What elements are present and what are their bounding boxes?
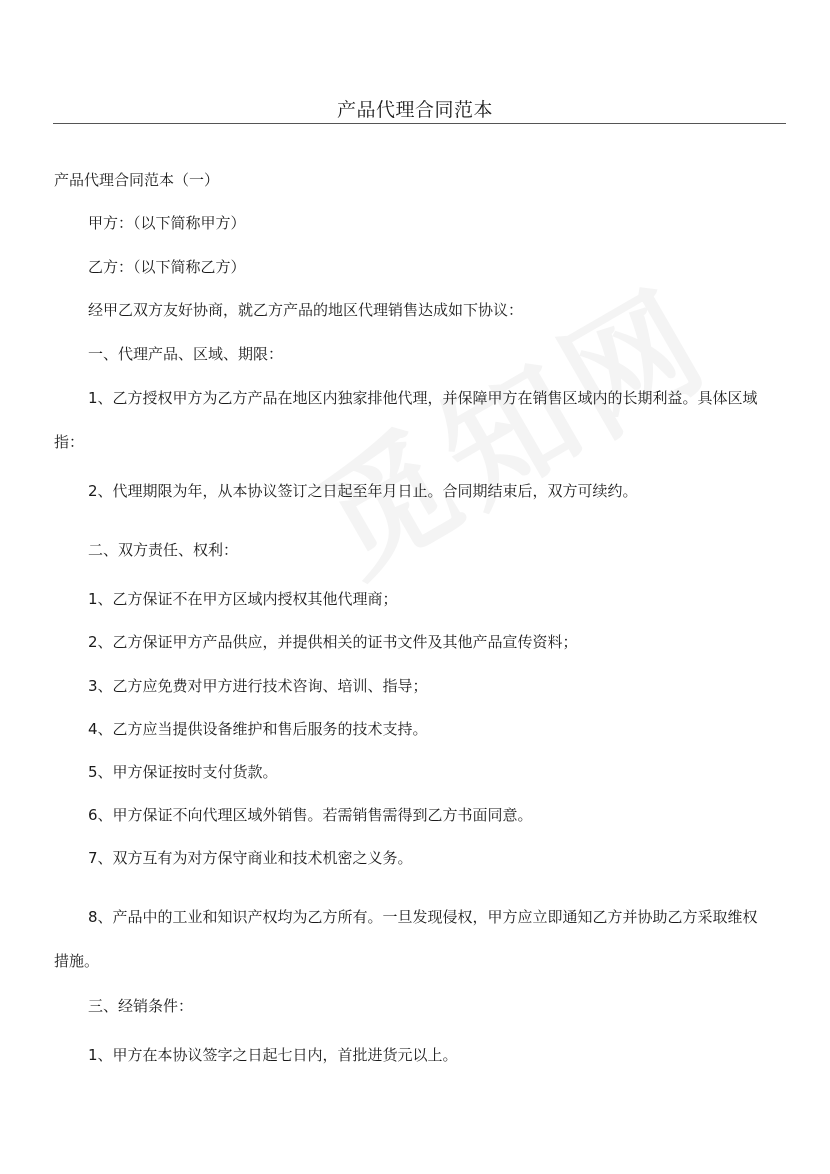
party-a-line: 甲方：（以下简称甲方） [88,214,246,232]
clause-paragraph: 1、乙方保证不在甲方区域内授权其他代理商； [88,590,398,608]
section-heading: 产品代理合同范本（一） [54,171,220,189]
clause-paragraph: 5、甲方保证按时支付货款。 [88,763,278,781]
clause-paragraph: 6、甲方保证不向代理区域外销售。若需销售需得到乙方书面同意。 [88,806,533,824]
watermark [281,238,738,610]
clause-heading: 一、代理产品、区域、期限： [88,345,284,363]
clause-paragraph-continued: 指： [54,433,85,451]
clause-heading: 三、经销条件： [88,997,194,1015]
clause-paragraph: 1、甲方在本协议签字之日起七日内，首批进货元以上。 [88,1046,458,1064]
preamble-paragraph: 经甲乙双方友好协商，就乙方产品的地区代理销售达成如下协议： [88,301,524,319]
clause-paragraph: 3、乙方应免费对甲方进行技术咨询、培训、指导； [88,677,428,695]
party-b-line: 乙方：（以下简称乙方） [88,258,246,276]
title-divider [53,123,786,124]
clause-paragraph-continued: 措施。 [54,952,100,970]
clause-paragraph: 4、乙方应当提供设备维护和售后服务的技术支持。 [88,720,428,738]
page-title: 产品代理合同范本 [336,99,493,121]
clause-paragraph: 1、乙方授权甲方为乙方产品在地区内独家排他代理，并保障甲方在销售区域内的长期利益。具体区域 [88,389,758,407]
clause-heading: 二、双方责任、权利： [88,541,239,559]
clause-paragraph: 2、乙方保证甲方产品供应，并提供相关的证书文件及其他产品宣传资料； [88,633,578,651]
clause-paragraph: 8、产品中的工业和知识产权均为乙方所有。一旦发现侵权，甲方应立即通知乙方并协助乙方采取维权 [88,908,758,926]
clause-paragraph: 7、双方互有为对方保守商业和技术机密之义务。 [88,849,413,867]
clause-paragraph: 2、代理期限为年，从本协议签订之日起至年月日止。合同期结束后，双方可续约。 [88,482,638,500]
